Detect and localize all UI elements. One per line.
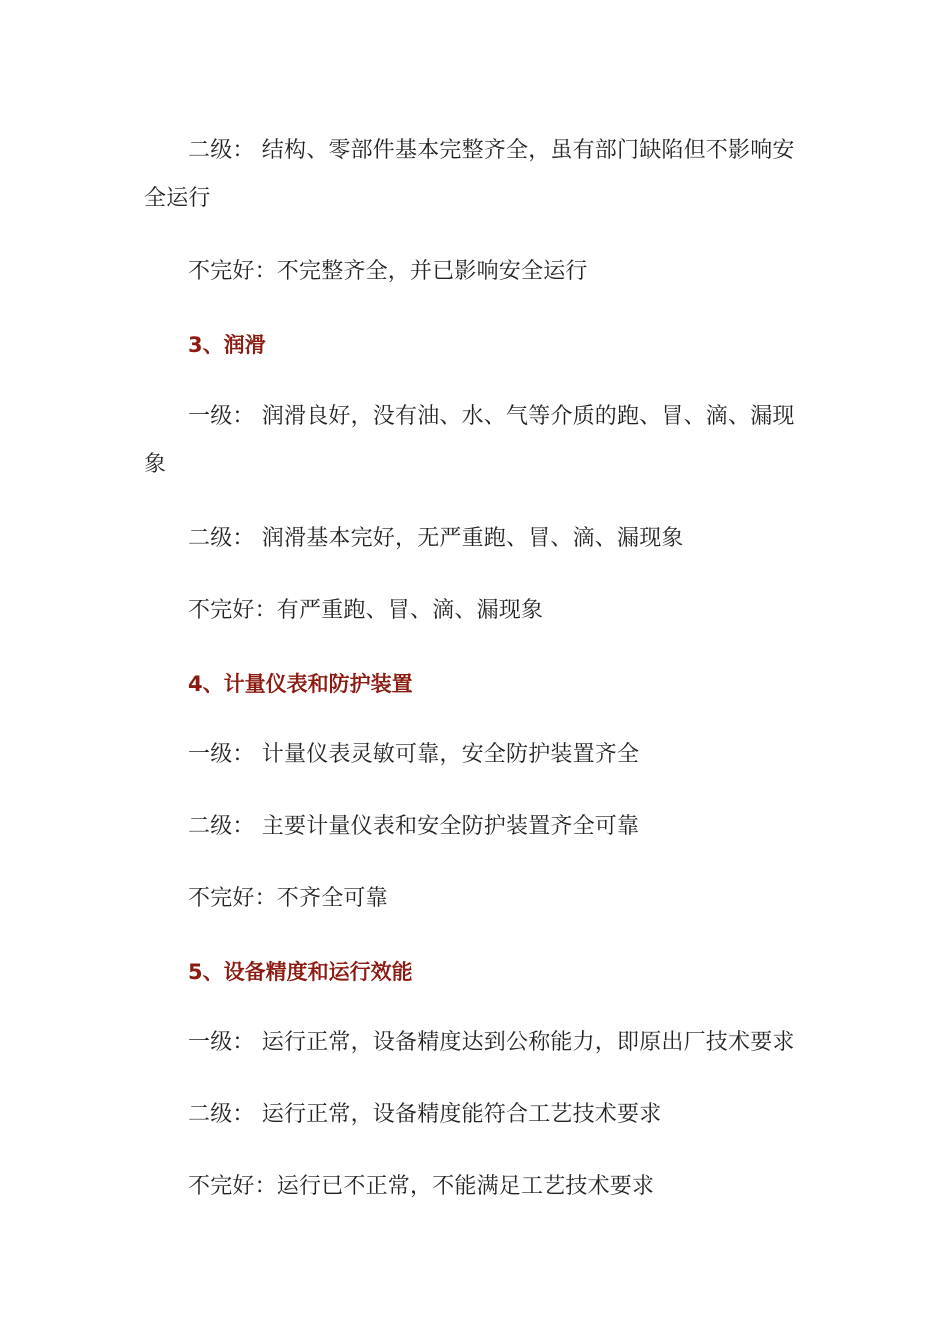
instruments-level-1: 一级： 计量仪表灵敏可靠，安全防护装置齐全 xyxy=(188,742,640,767)
lubrication-not-intact: 不完好：有严重跑、冒、滴、漏现象 xyxy=(188,598,544,623)
heading-precision: 5、设备精度和运行效能 xyxy=(188,960,413,984)
precision-level-1: 一级： 运行正常，设备精度达到公称能力，即原出厂技术要求 xyxy=(188,1030,795,1055)
instruments-level-2: 二级： 主要计量仪表和安全防护装置齐全可靠 xyxy=(188,814,640,839)
instruments-not-intact: 不完好：不齐全可靠 xyxy=(188,886,388,911)
precision-level-2: 二级： 运行正常，设备精度能符合工艺技术要求 xyxy=(188,1102,662,1127)
structure-not-intact: 不完好：不完整齐全，并已影响安全运行 xyxy=(188,259,588,284)
lubrication-level-2: 二级： 润滑基本完好，无严重跑、冒、滴、漏现象 xyxy=(188,526,684,551)
heading-instruments: 4、计量仪表和防护装置 xyxy=(188,672,413,696)
lubrication-level-1: 一级： 润滑良好，没有油、水、气等介质的跑、冒、滴、漏现象 xyxy=(144,404,795,477)
structure-level-2: 二级： 结构、零部件基本完整齐全，虽有部门缺陷但不影响安全运行 xyxy=(144,138,795,211)
precision-not-intact: 不完好：运行已不正常，不能满足工艺技术要求 xyxy=(188,1174,655,1199)
heading-lubrication: 3、润滑 xyxy=(188,333,266,357)
